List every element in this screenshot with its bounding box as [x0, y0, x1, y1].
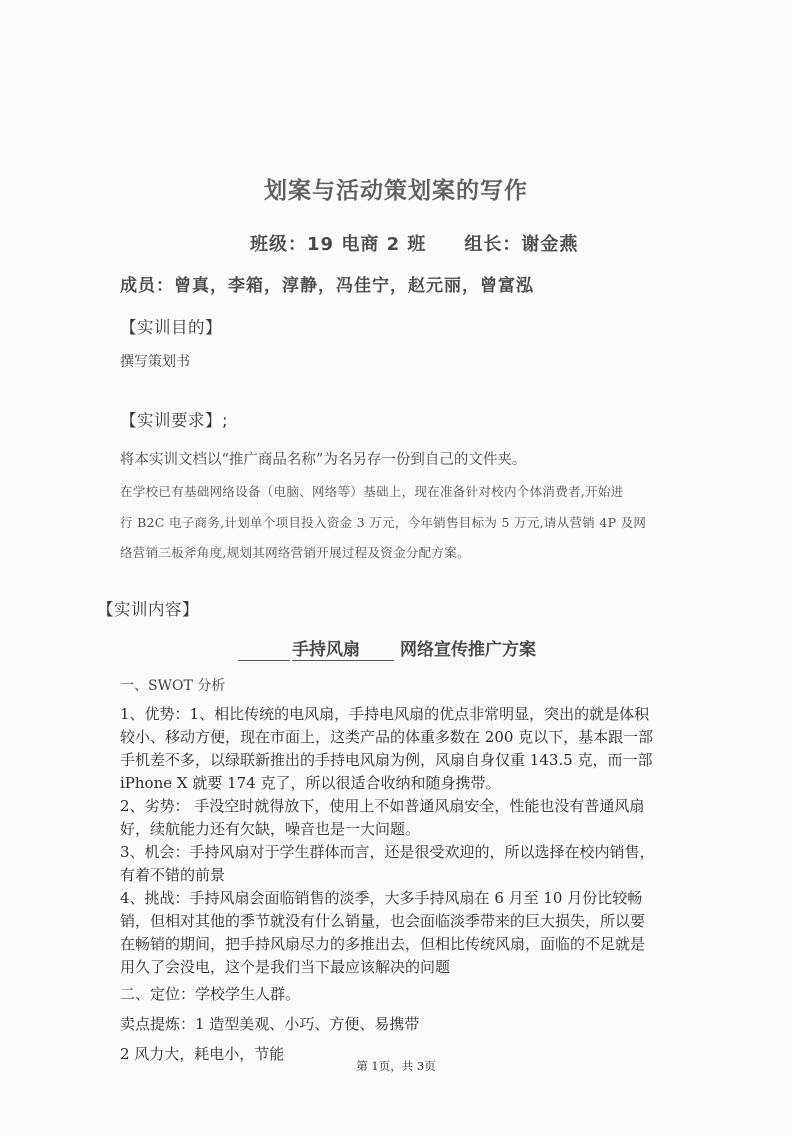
purpose-heading: 【实训目的】	[120, 318, 222, 337]
body-line: 销，但相对其他的季节就没有什么销量，也会面临淡季带来的巨大损失，所以要	[120, 912, 646, 930]
body-line: 用久了会没电，这个是我们当下最应该解决的问题	[120, 958, 451, 976]
swot-heading: 一、SWOT 分析	[120, 678, 226, 694]
body-line: iPhone X 就要 174 克了，所以很适合收纳和随身携带。	[120, 774, 501, 792]
class-label: 班级：19 电商 2 班	[250, 234, 427, 255]
members-line: 成员：曾真，李箱，淳静，冯佳宁，赵元丽，曾富泓	[120, 276, 534, 296]
body-line: 3、机会：手持风扇对于学生群体而言，还是很受欢迎的，所以选择在校内销售，	[120, 843, 655, 861]
plan-topic: 手持风扇	[292, 640, 360, 660]
selling-point-line: 2 风力大，耗电小，节能	[120, 1045, 285, 1063]
title-blank	[360, 642, 394, 661]
body-line: 1、优势：1、相比传统的电风扇，手持电风扇的优点非常明显，突出的就是体积	[120, 705, 650, 723]
requirements-para-line: 络营销三板斧角度,规划其网络营销开展过程及资金分配方案。	[120, 545, 470, 560]
requirements-para-line: 行 B2C 电子商务,计划单个项目投入资金 3 万元，今年销售目标为 5 万元,请从营销 4P 及网	[120, 515, 647, 530]
body-line: 手机差不多，以绿联新推出的手持电风扇为例，风扇自身仅重 143.5 克，而一部	[120, 751, 653, 769]
plan-title-rest: 网络宣传推广方案	[400, 640, 536, 660]
positioning-line: 二、定位：学校学生人群。	[120, 985, 301, 1003]
requirements-heading: 【实训要求】;	[120, 411, 229, 430]
document-title: 划案与活动策划案的写作	[264, 178, 528, 204]
body-line: 较小、移动方便，现在市面上，这类产品的体重多数在 200 克以下，基本跟一部	[120, 728, 654, 746]
requirements-para-line: 在学校已有基础网络设备（电脑、网络等）基础上，现在准备针对校内个体消费者,开始进	[120, 484, 624, 499]
title-blank	[238, 642, 290, 661]
class-info-line	[250, 230, 578, 256]
leader-label: 组长：谢金燕	[464, 234, 579, 255]
body-line: 4、挑战：手持风扇会面临销售的淡季，大多手持风扇在 6 月至 10 月份比较畅	[120, 889, 643, 907]
requirements-line: 将本实训文档以“推广商品名称”为名另存一份到自己的文件夹。	[120, 452, 527, 468]
body-line: 有着不错的前景	[120, 866, 226, 884]
body-line: 在畅销的期间，把手持风扇尽力的多推出去，但相比传统风扇，面临的不足就是	[120, 935, 646, 953]
content-heading: 【实训内容】	[97, 600, 199, 619]
selling-point-line: 卖点提炼：1 造型美观、小巧、方便、易携带	[120, 1015, 420, 1033]
plan-title	[238, 635, 536, 661]
page-footer: 第 1页，共 3页	[356, 1059, 436, 1073]
body-line: 2、劣势： 手没空时就得放下，使用上不如普通风扇安全，性能也没有普通风扇	[120, 797, 645, 815]
body-line: 好，续航能力还有欠缺，噪音也是一大问题。	[120, 820, 421, 838]
purpose-text: 撰写策划书	[120, 354, 190, 370]
